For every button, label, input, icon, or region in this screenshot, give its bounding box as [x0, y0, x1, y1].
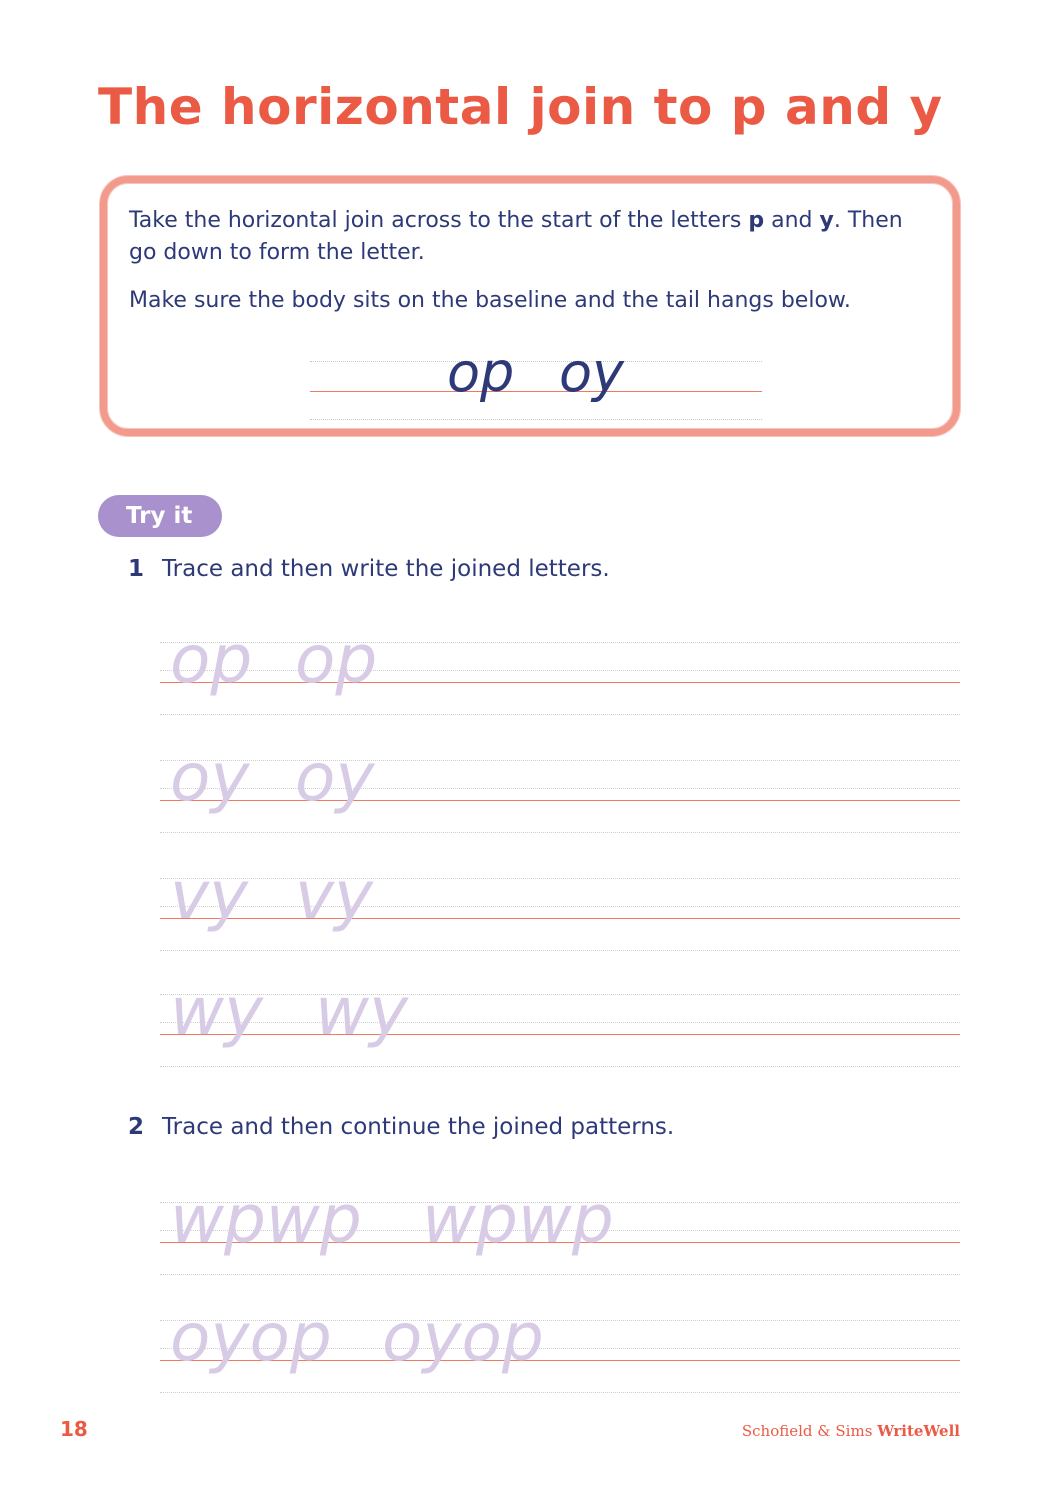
trace-pattern: oyop: [170, 1299, 332, 1376]
trace-letters: op: [170, 621, 253, 698]
trace-row[interactable]: [160, 621, 960, 722]
trace-letters: oy: [295, 739, 375, 816]
trace-row[interactable]: [160, 739, 960, 840]
question-2: 2 Trace and then continue the joined patterns.: [128, 1114, 675, 1140]
trace-letters: vy: [170, 857, 249, 934]
example-oy: oy: [559, 341, 624, 404]
trace-row[interactable]: [160, 973, 960, 1074]
pattern-row[interactable]: [160, 1181, 960, 1282]
trace-letters: wy: [170, 973, 264, 1050]
trace-letters: vy: [295, 857, 374, 934]
instruction-text-2: Make sure the body sits on the baseline and the tail hangs below.: [129, 288, 851, 313]
pattern-row[interactable]: [160, 1299, 960, 1400]
trace-row[interactable]: [160, 857, 960, 958]
question-1: 1 Trace and then write the joined letters.: [128, 556, 610, 582]
trace-letters: op: [295, 621, 378, 698]
trace-pattern: wpwp: [422, 1181, 614, 1258]
instruction-box: [100, 176, 960, 436]
example-guide-line: [310, 361, 762, 362]
example-op: op: [447, 341, 515, 404]
instruction-text-1: Take the horizontal join across to the start of the letters p and y. Then go down to form the letter.: [129, 208, 903, 265]
trace-pattern: wpwp: [170, 1181, 362, 1258]
example-baseline: [310, 391, 762, 392]
example-guide-line: [310, 419, 762, 420]
page-title: The horizontal join to p and y: [98, 78, 943, 136]
trace-pattern: oyop: [382, 1299, 544, 1376]
trace-letters: wy: [315, 973, 409, 1050]
try-it-badge: Try it: [98, 495, 222, 537]
publisher-footer: Schofield & Sims WriteWell: [741, 1422, 960, 1440]
trace-letters: oy: [170, 739, 250, 816]
page-number: 18: [60, 1417, 88, 1441]
